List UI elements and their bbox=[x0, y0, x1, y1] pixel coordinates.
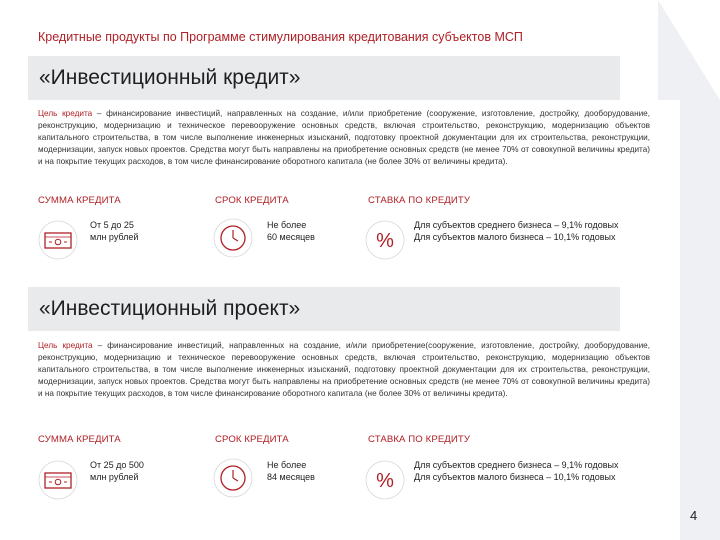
amount-value-line: От 5 до 25 bbox=[90, 220, 134, 230]
term-value bbox=[267, 460, 315, 484]
rate-value-line: Для субъектов среднего бизнеса – 9,1% годовых bbox=[414, 220, 619, 230]
decorative-corner bbox=[658, 0, 720, 100]
amount-label: СУММА КРЕДИТА bbox=[38, 195, 121, 206]
amount-value-line: млн рублей bbox=[90, 231, 139, 242]
rate-value bbox=[414, 220, 619, 244]
term-value-line: Не более bbox=[267, 460, 307, 470]
description-text: – финансирование инвестиций, направленных на создание, и/или приобретение (сооружение, изготовление, достройку, дооборудование, реконструкцию, модернизацию и техническое перевооружение основных средств, включая строительство, реконструкцию, модернизацию объектов капитального строительства, в том числе выполнение инженерных изысканий, подготовку проектной документации для их строительства, реконструкции, модернизации, запуск новых проектов. Средства могут быть направлены на приобретение основных средств (не менее 70% от совокупной величины кредита) и на покрытие текущих расходов, в том числе финансирование оборотного капитала (не более 30% от величины кредита). bbox=[38, 109, 650, 167]
goal-label: Цель кредита bbox=[38, 341, 93, 350]
section-description bbox=[38, 340, 650, 400]
amount-value bbox=[90, 220, 138, 244]
clock-icon bbox=[213, 458, 253, 498]
rate-label: СТАВКА ПО КРЕДИТУ bbox=[368, 195, 471, 206]
amount-value-line: От 25 до 500 bbox=[90, 460, 144, 470]
term-value-line: 84 месяцев bbox=[267, 471, 315, 482]
percent-icon bbox=[365, 220, 405, 260]
rate-label: СТАВКА ПО КРЕДИТУ bbox=[368, 434, 471, 445]
slide-header: Кредитные продукты по Программе стимулирования кредитования субъектов МСП bbox=[38, 30, 523, 44]
svg-text:%: % bbox=[376, 470, 394, 492]
amount-value bbox=[90, 460, 144, 484]
svg-text:%: % bbox=[376, 230, 394, 252]
rate-value-line: Для субъектов среднего бизнеса – 9,1% годовых bbox=[414, 460, 619, 470]
clock-icon bbox=[213, 218, 253, 258]
section-description bbox=[38, 108, 650, 168]
term-label: СРОК КРЕДИТА bbox=[215, 434, 289, 445]
term-label: СРОК КРЕДИТА bbox=[215, 195, 289, 206]
term-value bbox=[267, 220, 315, 244]
rate-value-line: Для субъектов малого бизнеса – 10,1% годовых bbox=[414, 471, 616, 482]
percent-icon bbox=[365, 460, 405, 500]
rate-value bbox=[414, 460, 619, 484]
rate-value-line: Для субъектов малого бизнеса – 10,1% годовых bbox=[414, 231, 616, 242]
term-value-line: 60 месяцев bbox=[267, 231, 315, 242]
term-value-line: Не более bbox=[267, 220, 307, 230]
amount-value-line: млн рублей bbox=[90, 471, 139, 482]
page-number: 4 bbox=[690, 508, 698, 523]
money-icon bbox=[38, 460, 78, 500]
section-title: «Инвестиционный кредит» bbox=[39, 66, 301, 89]
money-icon bbox=[38, 220, 78, 260]
amount-label: СУММА КРЕДИТА bbox=[38, 434, 121, 445]
description-text: – финансирование инвестиций, направленных на создание, и/или приобретение(сооружение, изготовление, достройку, дооборудование, реконструкцию, модернизацию и техническое перевооружение основных средств, включая строительство, реконструкцию, модернизацию объектов капитального строительства, в том числе выполнение инженерных изысканий, подготовку проектной документации для их строительства, реконструкции, модернизации, запуск новых проектов. Средства могут быть направлены на приобретение основных средств (не менее 70% от совокупной величины кредита) и на покрытие текущих расходов, в том числе финансирование оборотного капитала (не более 30% от величины кредита). bbox=[38, 341, 650, 399]
goal-label: Цель кредита bbox=[38, 109, 93, 118]
section-title: «Инвестиционный проект» bbox=[39, 297, 301, 320]
